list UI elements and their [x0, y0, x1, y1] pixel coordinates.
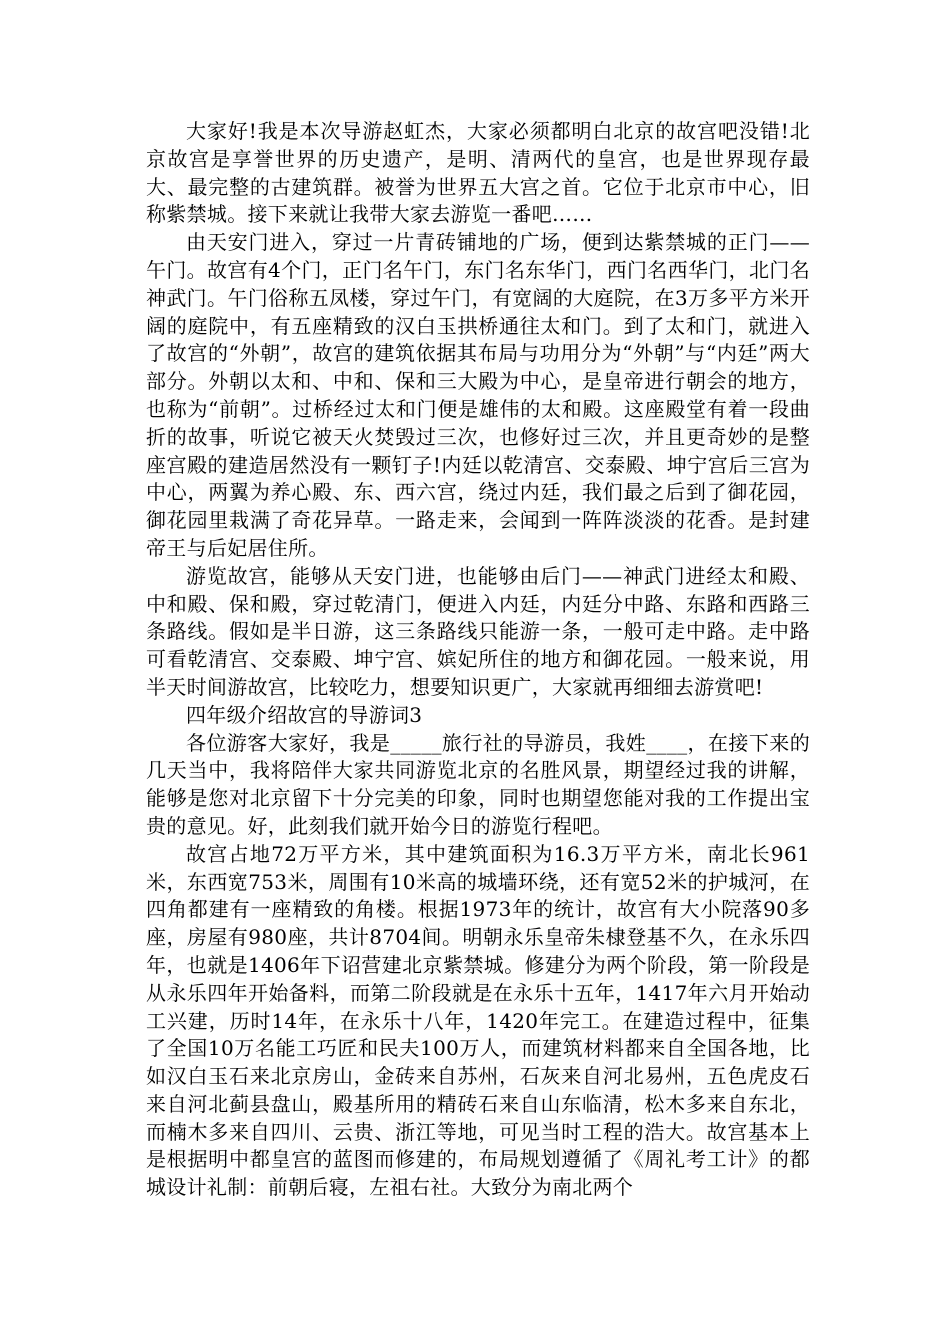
paragraph-tour-routes: 游览故宫，能够从天安门进，也能够由后门——神武门进经太和殿、中和殿、保和殿，穿过乾清门，便进入内廷，内廷分中路、东路和西路三条路线。假如是半日游，这三条路线只能游一条，一般可走中路。走中路可看乾清宫、交泰殿、坤宁宫、嫔妃所住的地方和御花园。一般来说，用半天时间游故宫，比较吃力，想要知识更广，大家就再细细去游赏吧! — [146, 563, 810, 699]
paragraph-greeting: 各位游客大家好，我是_____旅行社的导游员，我姓____，在接下来的几天当中，我将陪伴大家共同游览北京的名胜风景，期望经过我的讲解，能够是您对北京留下十分完美的印象，同时也期望您能对我的工作提出宝贵的意见。好，此刻我们就开始今日的游览行程吧。 — [146, 730, 810, 838]
paragraph-history: 故宫占地72万平方米，其中建筑面积为16.3万平方米，南北长961米，东西宽753米，周围有10米高的城墙环绕，还有宽52米的护城河，在四角都建有一座精致的角楼。根据1973年的统计，故宫有大小院落90多座，房屋有980座，共计8704间。明朝永乐皇帝朱棣登基不久，在永乐四年，也就是1406年下诏营建北京紫禁城。修建分为两个阶段，第一阶段是从永乐四年开始备料，而第二阶段就是在永乐十五年，1417年六月开始动工兴建，历时14年，在永乐十八年，1420年完工。在建造过程中，征集了全国10万名能工巧匠和民夫100万人，而建筑材料都来自全国各地，比如汉白玉石来北京房山，金砖来自苏州，石灰来自河北易州，五色虎皮石来自河北蓟县盘山，殿基所用的精砖石来自山东临清，松木多来自东北，而楠木多来自四川、云贵、浙江等地，可见当时工程的浩大。故宫基本上是根据明中都皇宫的蓝图而修建的，布局规划遵循了《周礼考工计》的都城设计礼制：前朝后寝，左祖右社。大致分为南北两个 — [146, 841, 810, 1200]
paragraph-intro: 大家好!我是本次导游赵虹杰，大家必须都明白北京的故宫吧没错!北京故宫是享誉世界的历史遗产，是明、清两代的皇宫，也是世界现存最大、最完整的古建筑群。被誉为世界五大宫之首。它位于北京市中心，旧称紫禁城。接下来就让我带大家去游览一番吧…… — [146, 119, 810, 227]
section-heading: 四年级介绍故宫的导游词3 — [186, 702, 423, 727]
paragraph-tiananmen-route: 由天安门进入，穿过一片青砖铺地的广场，便到达紫禁城的正门——午门。故宫有4个门，正门名午门，东门名东华门，西门名西华门，北门名神武门。午门俗称五凤楼，穿过午门，有宽阔的大庭院，在3万多平方米开阔的庭院中，有五座精致的汉白玉拱桥通往太和门。到了太和门，就进入了故宫的“外朝”，故宫的建筑依据其布局与功用分为“外朝”与“内廷”两大部分。外朝以太和、中和、保和三大殿为中心，是皇帝进行朝会的地方，也称为“前朝”。过桥经过太和门便是雄伟的太和殿。这座殿堂有着一段曲折的故事，听说它被天火焚毁过三次，也修好过三次，并且更奇妙的是整座宫殿的建造居然没有一颗钉子!内廷以乾清宫、交泰殿、坤宁宫后三宫为中心，两翼为养心殿、东、西六宫，绕过内廷，我们最之后到了御花园，御花园里栽满了奇花异草。一路走来，会闻到一阵阵淡淡的花香。是封建帝王与后妃居住所。 — [146, 230, 810, 560]
document-body — [146, 118, 810, 1202]
